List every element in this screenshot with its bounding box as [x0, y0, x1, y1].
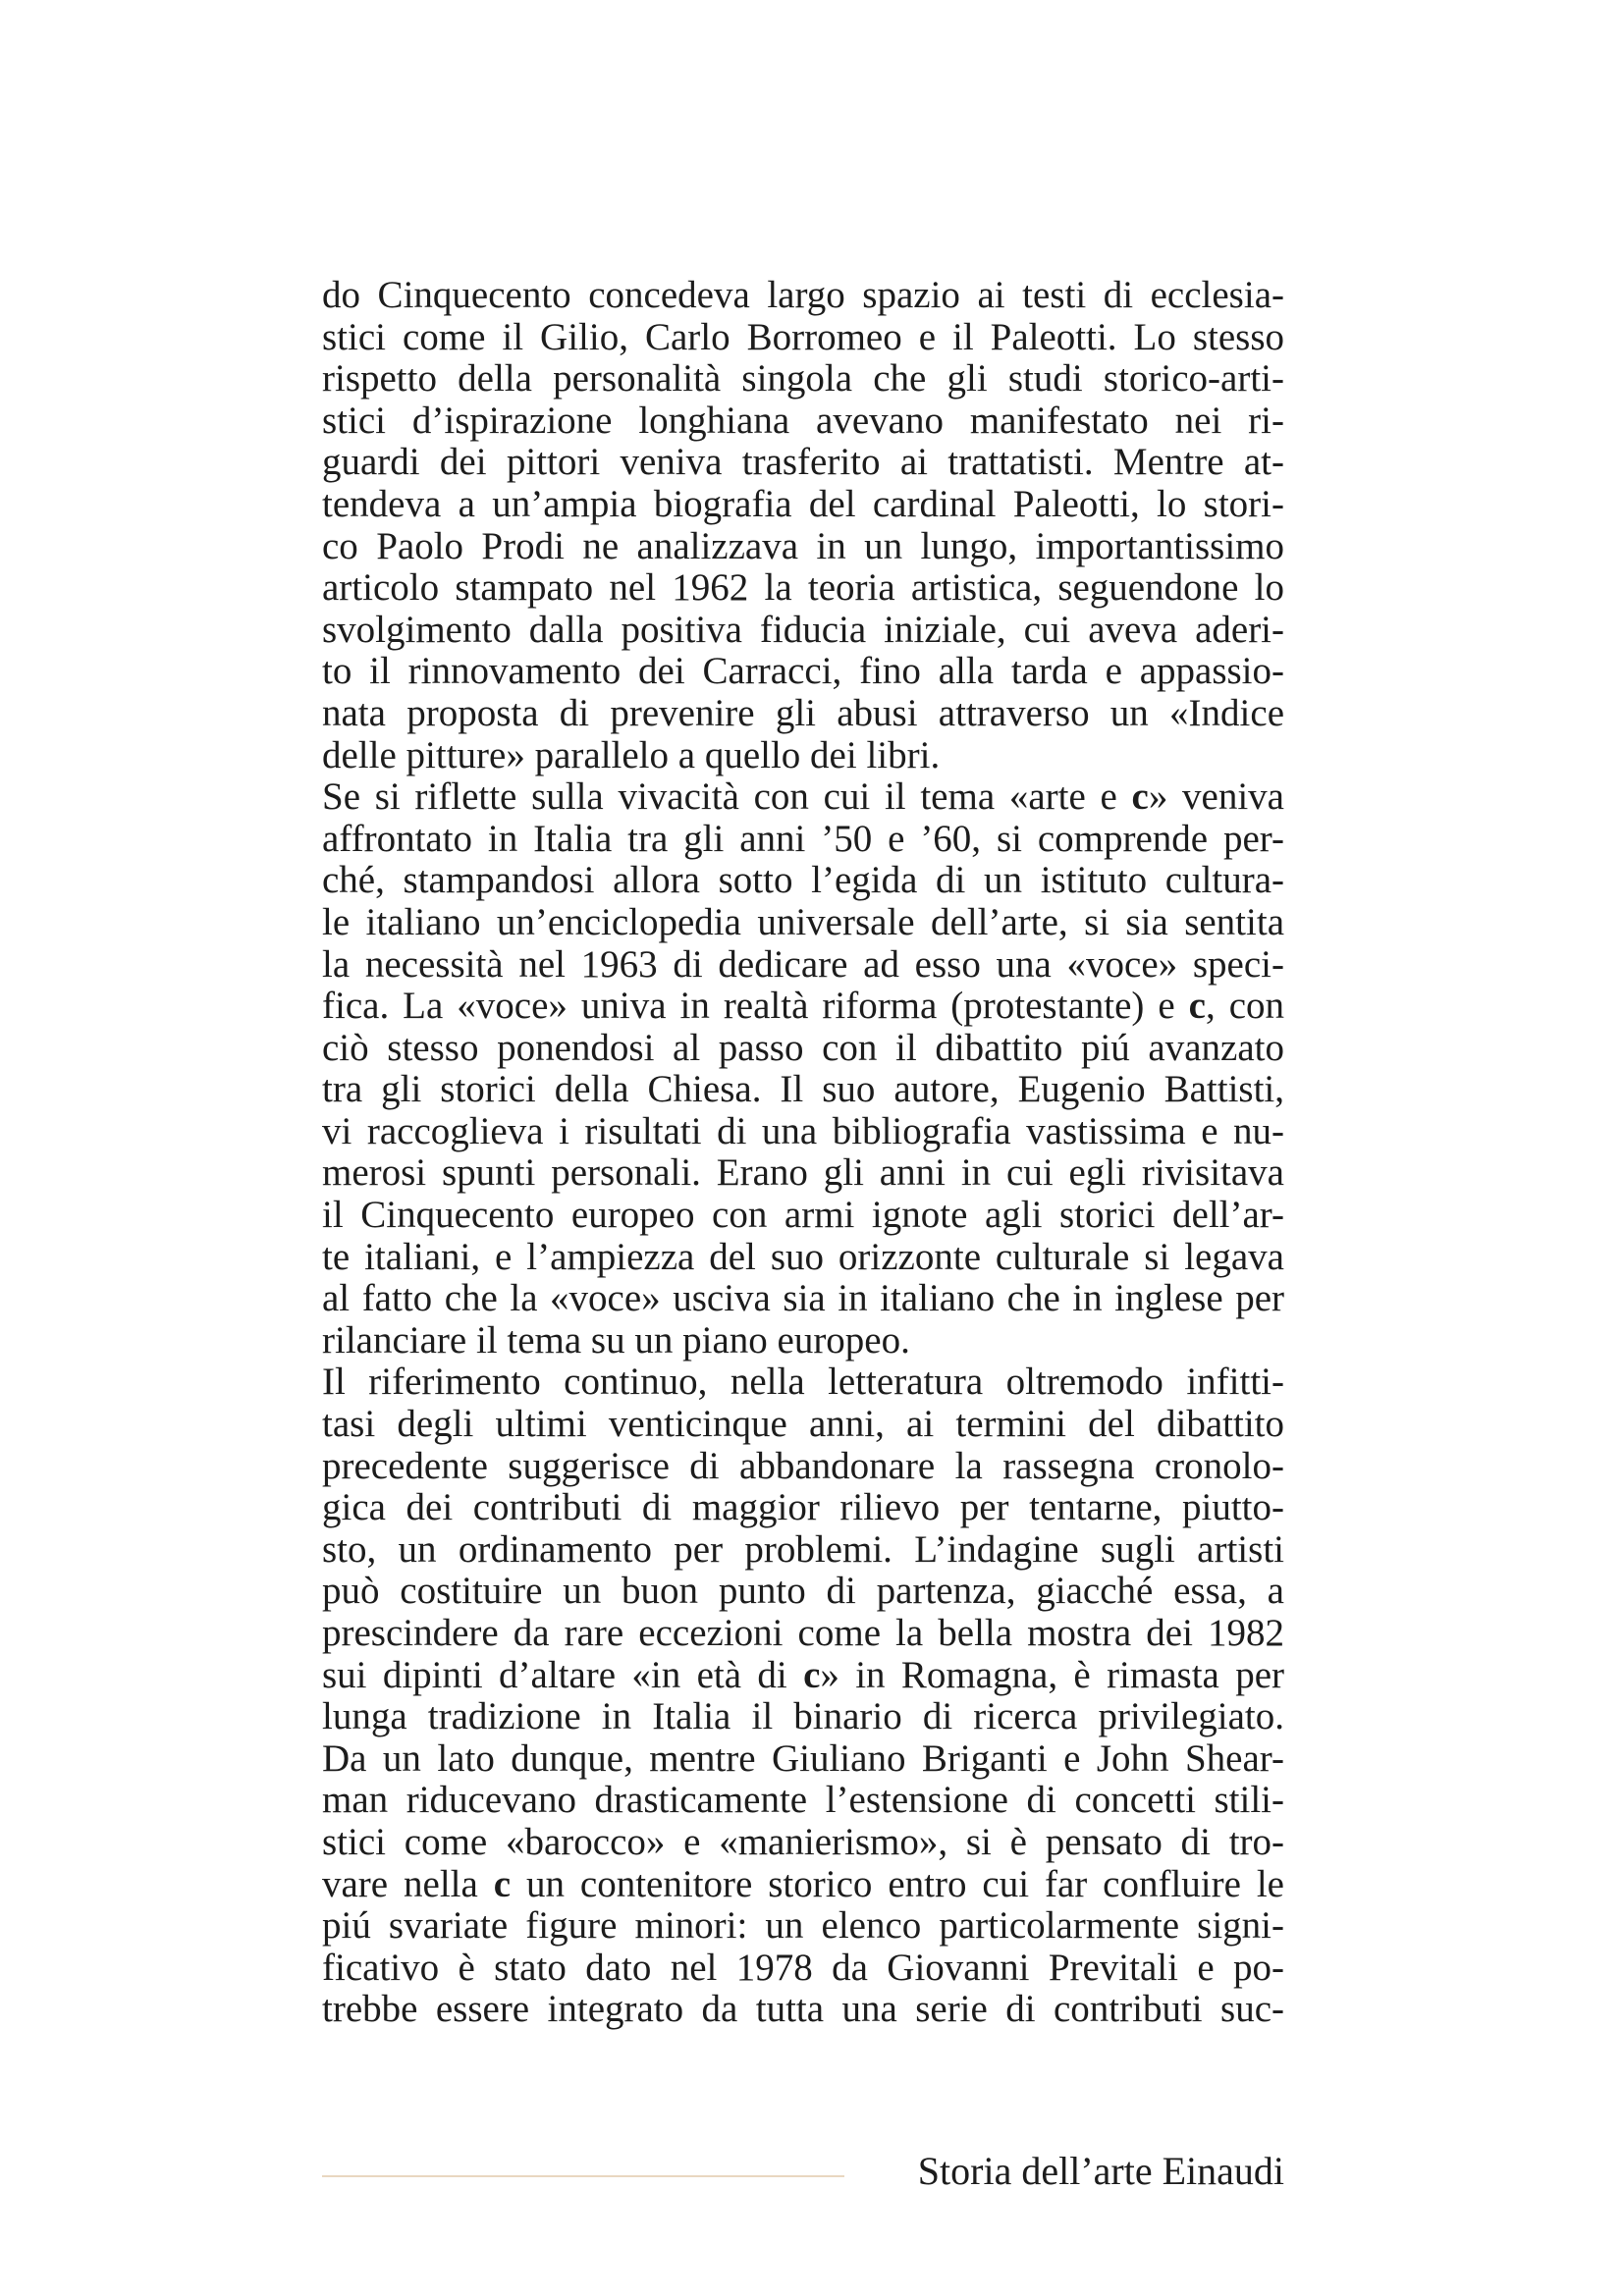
text-run: » veniva	[1148, 775, 1284, 819]
text-run: precedente suggerisce di abbandonare la rassegna cronolo-	[322, 1444, 1284, 1487]
text-line	[322, 400, 1284, 443]
text-run: , con	[1205, 985, 1285, 1028]
text-line	[322, 986, 1284, 1028]
text-line	[322, 1278, 1284, 1320]
text-line	[322, 1152, 1284, 1195]
text-line	[322, 902, 1284, 944]
text-run: Da un lato dunque, mentre Giuliano Briganti e John Shear-	[322, 1736, 1284, 1780]
text-line	[322, 944, 1284, 987]
text-run: trebbe essere integrato da tutta una serie di contributi suc-	[322, 1988, 1284, 2031]
text-run: merosi spunti personali. Erano gli anni in cui egli rivisitava	[322, 1151, 1284, 1195]
text-run: fica. La «voce» univa in realtà riforma (protestante) e	[322, 985, 1189, 1028]
text-line	[322, 651, 1284, 693]
body-text	[322, 275, 1284, 2031]
text-line	[322, 860, 1284, 902]
text-run: stici d’ispirazione longhiana avevano manifestato nei ri-	[322, 399, 1284, 442]
text-line	[322, 1069, 1284, 1111]
text-run: te italiani, e l’ampiezza del suo orizzonte culturale si legava	[322, 1235, 1284, 1278]
text-line	[322, 1780, 1284, 1822]
text-line	[322, 776, 1284, 819]
text-line	[322, 526, 1284, 568]
text-line	[322, 358, 1284, 400]
bold-term: c	[803, 1653, 821, 1696]
text-run: sui dipinti d’altare «in età di	[322, 1653, 804, 1696]
text-line	[322, 1362, 1284, 1404]
text-line	[322, 1822, 1284, 1864]
text-run: al fatto che la «voce» usciva sia in italiano che in inglese per	[322, 1277, 1284, 1320]
text-line	[322, 1905, 1284, 1948]
text-run: articolo stampato nel 1962 la teoria artistica, seguendone lo	[322, 566, 1284, 610]
text-run: lunga tradizione in Italia il binario di ricerca privilegiato.	[322, 1695, 1284, 1738]
text-run: nata proposta di prevenire gli abusi attraverso un «Indice	[322, 691, 1284, 734]
footer-title: Storia dell’arte Einaudi	[917, 2149, 1284, 2193]
text-run: affrontato in Italia tra gli anni ’50 e ’60, si comprende per-	[322, 817, 1284, 860]
text-line	[322, 1738, 1284, 1781]
text-line	[322, 1655, 1284, 1697]
text-run: vi raccoglieva i risultati di una bibliografia vastissima e nu-	[322, 1109, 1284, 1152]
text-line	[322, 819, 1284, 861]
text-run: svolgimento dalla positiva fiducia iniziale, cui aveva aderi-	[322, 608, 1284, 651]
text-line	[322, 442, 1284, 484]
text-line	[322, 1111, 1284, 1153]
text-run: man riducevano drasticamente l’estensione di concetti stili-	[322, 1779, 1284, 1822]
text-run: rilanciare il tema su un piano europeo.	[322, 1318, 910, 1362]
text-line	[322, 1571, 1284, 1613]
text-run: piú svariate figure minori: un elenco particolarmente signi-	[322, 1904, 1284, 1948]
text-line	[322, 317, 1284, 359]
text-line	[322, 1237, 1284, 1279]
text-run: tendeva a un’ampia biografia del cardinal Paleotti, lo stori-	[322, 482, 1284, 525]
bold-term: c	[1131, 775, 1149, 819]
text-run: co Paolo Prodi ne analizzava in un lungo, importantissimo	[322, 524, 1284, 567]
text-run: ché, stampandosi allora sotto l’egida di un istituto cultura-	[322, 859, 1284, 902]
text-run: gica dei contributi di maggior rilievo per tentarne, piutto-	[322, 1486, 1284, 1529]
text-line	[322, 1404, 1284, 1446]
text-run: do Cinquecento concedeva largo spazio ai testi di ecclesia-	[322, 274, 1284, 316]
text-run: un contenitore storico entro cui far confluire le	[511, 1862, 1284, 1905]
text-run: la necessità nel 1963 di dedicare ad esso una «voce» speci-	[322, 942, 1284, 986]
text-line	[322, 1864, 1284, 1906]
text-line	[322, 1028, 1284, 1070]
text-line	[322, 610, 1284, 652]
text-run: guardi dei pittori veniva trasferito ai trattatisti. Mentre at-	[322, 441, 1284, 484]
text-run: to il rinnovamento dei Carracci, fino alla tarda e appassio-	[322, 650, 1284, 693]
text-line	[322, 1529, 1284, 1572]
text-line	[322, 735, 1284, 777]
text-run: Il riferimento continuo, nella letteratura oltremodo infitti-	[322, 1361, 1284, 1404]
text-run: tasi degli ultimi venticinque anni, ai termini del dibattito	[322, 1403, 1284, 1446]
text-line	[322, 567, 1284, 610]
text-line	[322, 484, 1284, 526]
text-run: sto, un ordinamento per problemi. L’indagine sugli artisti	[322, 1527, 1284, 1571]
text-line	[322, 275, 1284, 317]
text-run: rispetto della personalità singola che gli studi storico-arti-	[322, 357, 1284, 400]
text-line	[322, 1989, 1284, 2031]
text-run: stici come «barocco» e «manierismo», si è pensato di tro-	[322, 1820, 1284, 1863]
text-line	[322, 1948, 1284, 1990]
text-line	[322, 1696, 1284, 1738]
text-run: stici come il Gilio, Carlo Borromeo e il Paleotti. Lo stesso	[322, 315, 1284, 358]
text-line	[322, 1195, 1284, 1237]
text-run: vare nella	[322, 1862, 494, 1905]
footer-rule	[322, 2175, 844, 2177]
text-run: può costituire un buon punto di partenza, giacché essa, a	[322, 1570, 1284, 1613]
text-run: le italiano un’enciclopedia universale dell’arte, si sia sentita	[322, 900, 1284, 943]
text-run: prescindere da rare eccezioni come la bella mostra dei 1982	[322, 1612, 1284, 1654]
text-run: ficativo è stato dato nel 1978 da Giovanni Previtali e po-	[322, 1946, 1284, 1989]
bold-term: c	[1188, 985, 1206, 1028]
text-line	[322, 1613, 1284, 1655]
text-run: Se si riflette sulla vivacità con cui il tema «arte e	[322, 775, 1132, 819]
text-run: delle pitture» parallelo a quello dei libri.	[322, 733, 941, 776]
text-line	[322, 1320, 1284, 1362]
text-run: il Cinquecento europeo con armi ignote agli storici dell’ar-	[322, 1194, 1284, 1237]
text-run: ciò stesso ponendosi al passo con il dibattito piú avanzato	[322, 1026, 1284, 1069]
text-run: tra gli storici della Chiesa. Il suo autore, Eugenio Battisti,	[322, 1068, 1284, 1111]
text-line	[322, 693, 1284, 735]
text-line	[322, 1446, 1284, 1488]
bold-term: c	[493, 1862, 512, 1905]
text-line	[322, 1487, 1284, 1529]
text-run: » in Romagna, è rimasta per	[820, 1653, 1284, 1696]
